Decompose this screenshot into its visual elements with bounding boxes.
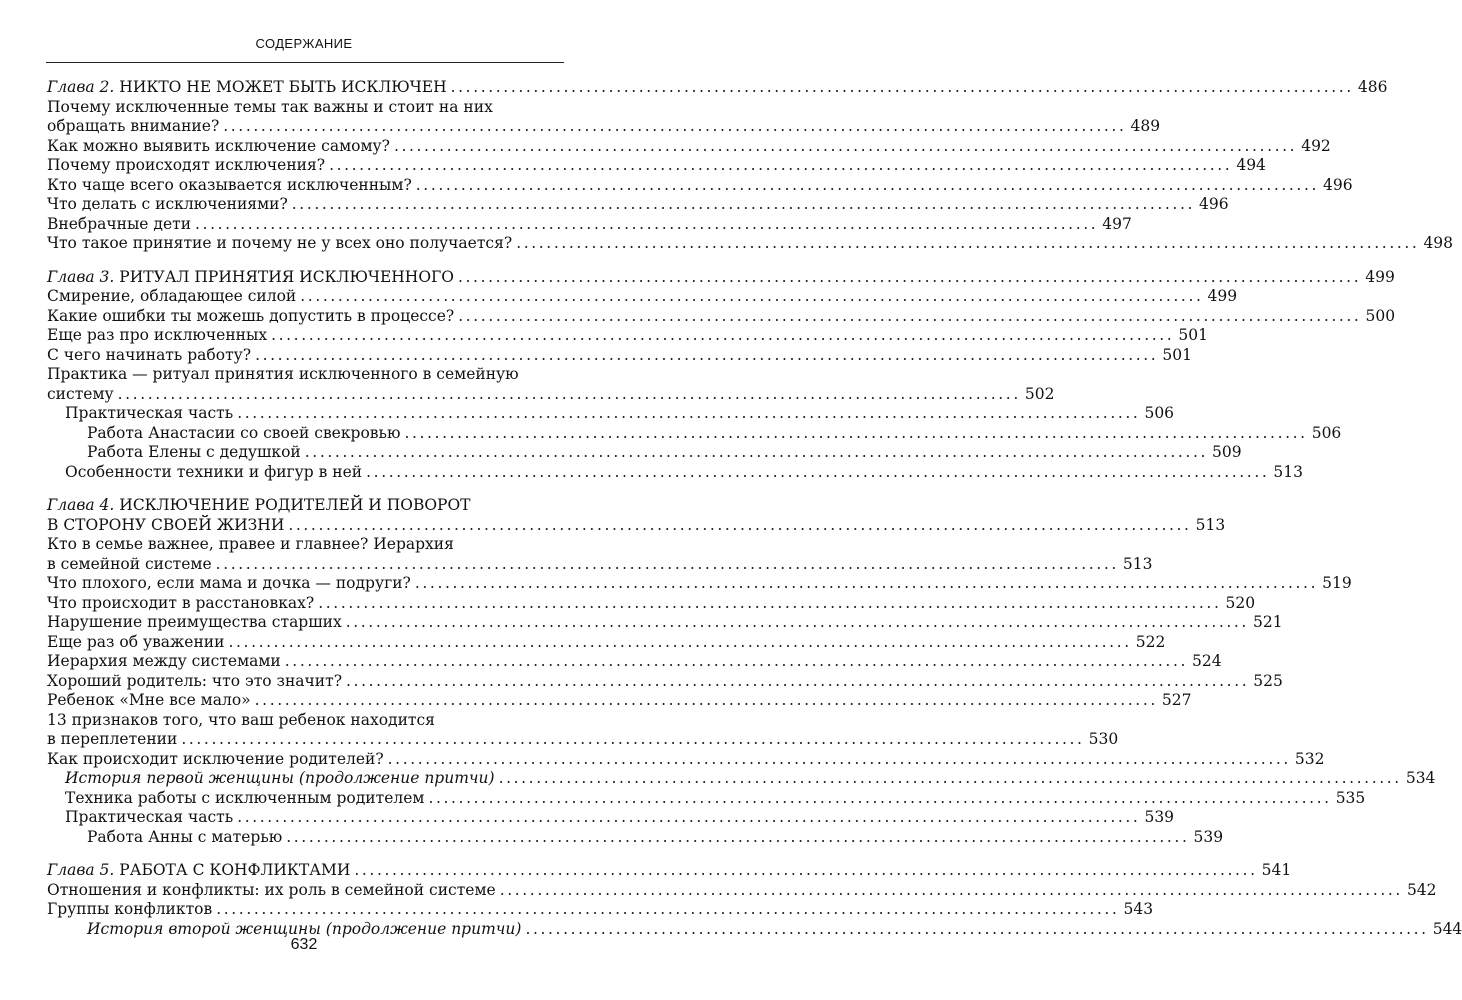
toc-page-number: 543 <box>1123 900 1154 918</box>
toc-entry-label <box>47 672 342 692</box>
toc-entry[interactable] <box>47 156 1266 176</box>
toc-entry[interactable] <box>47 554 1153 575</box>
toc-section <box>47 861 1462 939</box>
toc-entry[interactable] <box>47 711 565 731</box>
toc-page-number: 500 <box>1365 306 1396 325</box>
toc-entry[interactable] <box>47 234 1454 254</box>
dot-leader: ........................................................................................................................ <box>387 749 1291 768</box>
toc-entry[interactable] <box>47 691 1192 711</box>
toc-entry-label <box>47 78 447 98</box>
toc-entry-label <box>47 156 325 176</box>
toc-entry-title: НИКТО НЕ МОЖЕТ БЫТЬ ИСКЛЮЧЕН <box>119 78 447 96</box>
dot-leader: ........................................................................................................................ <box>300 287 1204 305</box>
header-rule <box>46 62 564 63</box>
toc-page-number: 501 <box>1162 345 1192 364</box>
toc-page-number: 532 <box>1294 749 1325 768</box>
toc-page-number: 506 <box>1144 404 1175 422</box>
toc-page-number: 520 <box>1225 593 1256 612</box>
toc-entry[interactable] <box>47 78 1388 98</box>
toc-page-number: 527 <box>1161 691 1192 709</box>
toc-entry-title: Почему происходят исключения? <box>47 156 326 174</box>
toc-page-number: 524 <box>1192 652 1222 670</box>
toc-entry[interactable] <box>47 749 1325 770</box>
toc-section <box>47 496 1436 847</box>
toc-entry-title: Что плохого, если мама и дочка — подруги? <box>47 574 411 592</box>
toc-entry-title: систему <box>47 384 114 403</box>
toc-entry[interactable] <box>47 827 1224 848</box>
toc-entry-label <box>47 215 191 235</box>
dot-leader: ........................................................................................................................ <box>366 462 1270 481</box>
toc-entry-title: Смирение, обладающее силой <box>47 287 297 305</box>
toc-entry-label <box>47 268 454 288</box>
toc-entry-title: 13 признаков того, что ваш ребенок находится <box>47 710 435 729</box>
toc-entry-title: в переплетении <box>47 730 178 748</box>
toc-entry-label <box>65 769 495 789</box>
toc-page-number: 534 <box>1405 769 1436 787</box>
toc-entry[interactable] <box>47 326 1208 346</box>
toc-entry-title: Почему исключенные темы так важны и стоит на них <box>47 97 493 116</box>
toc-page-number: 506 <box>1311 423 1342 442</box>
dot-leader: ........................................................................................................................ <box>181 730 1085 748</box>
toc-entry[interactable] <box>47 769 1436 789</box>
toc-entry-label <box>47 535 454 555</box>
dot-leader: ........................................................................................................................ <box>516 234 1420 252</box>
toc-entry[interactable] <box>47 287 1238 307</box>
toc-entry-label <box>47 652 281 672</box>
toc-entry-label <box>87 424 400 444</box>
toc-entry-title: Кто чаще всего оказывается исключенным? <box>47 175 412 194</box>
toc-entry[interactable] <box>47 267 1395 288</box>
toc-entry[interactable] <box>47 632 1166 653</box>
toc-entry-label <box>47 496 471 516</box>
toc-entry-title: Практика — ритуал принятия исключенного в семейную <box>47 365 519 383</box>
toc-entry-label <box>47 234 512 254</box>
toc-entry[interactable] <box>47 423 1342 444</box>
toc-page-number: 530 <box>1088 730 1119 748</box>
toc-entry-label <box>47 691 251 711</box>
toc-entry-title: РАБОТА С КОНФЛИКТАМИ <box>119 861 351 879</box>
dot-leader: ........................................................................................................................ <box>498 769 1402 787</box>
toc-page-number: 544 <box>1432 919 1462 938</box>
toc-entry-title: Еще раз про исключенных <box>47 326 268 344</box>
toc-entry-label <box>47 711 435 731</box>
toc-entry-label <box>47 516 284 536</box>
toc-page-number: 492 <box>1301 136 1331 155</box>
toc-entry-label <box>47 633 224 653</box>
toc-entry-title: Работа Анастасии со своей свекровью <box>87 423 401 442</box>
toc-entry-label <box>47 750 384 770</box>
dot-leader: ........................................................................................................................ <box>499 880 1403 899</box>
dot-leader: ........................................................................................................................ <box>291 195 1196 213</box>
toc-entry-label <box>47 326 267 346</box>
toc-page-number: 522 <box>1135 632 1166 651</box>
toc-entry-title: В СТОРОНУ СВОЕЙ ЖИЗНИ <box>47 515 285 534</box>
toc-entry-label <box>47 594 314 614</box>
table-of-contents <box>47 78 1462 953</box>
toc-entry[interactable] <box>47 900 1154 920</box>
dot-leader: ........................................................................................................................ <box>288 515 1192 534</box>
chapter-number: Глава 2. <box>47 78 115 96</box>
toc-entry[interactable] <box>47 462 1303 483</box>
toc-entry[interactable] <box>47 195 1229 215</box>
toc-entry-label <box>87 828 282 848</box>
toc-entry-label <box>47 365 519 385</box>
dot-leader: ........................................................................................................................ <box>284 652 1189 670</box>
toc-entry-title: История первой женщины (продолжение притчи) <box>65 769 495 787</box>
toc-entry[interactable] <box>47 652 1222 672</box>
toc-entry-title: Особенности техники и фигур в ней <box>65 462 363 481</box>
toc-page-number: 513 <box>1122 554 1153 573</box>
dot-leader: ........................................................................................................................ <box>458 267 1362 286</box>
dot-leader: ........................................................................................................................ <box>318 593 1222 612</box>
dot-leader: ........................................................................................................................ <box>254 691 1158 709</box>
toc-entry-label <box>47 287 296 307</box>
dot-leader: ........................................................................................................................ <box>329 156 1233 174</box>
toc-page-number: 513 <box>1195 515 1226 534</box>
toc-entry-label <box>47 574 411 594</box>
dot-leader: ........................................................................................................................ <box>195 214 1099 233</box>
toc-entry-title: Иерархия между системами <box>47 652 281 670</box>
dot-leader: ........................................................................................................................ <box>404 423 1308 442</box>
toc-entry-title: Как можно выявить исключение самому? <box>47 136 390 155</box>
dot-leader: ........................................................................................................................ <box>450 78 1354 96</box>
toc-entry[interactable] <box>47 136 1331 157</box>
toc-page-number: 541 <box>1261 861 1292 879</box>
toc-entry[interactable] <box>47 574 1352 594</box>
toc-entry[interactable] <box>47 880 1437 901</box>
chapter-number: Глава 3. <box>47 267 115 286</box>
toc-entry-title: Отношения и конфликты: их роль в семейной системе <box>47 880 496 899</box>
dot-leader: ........................................................................................................................ <box>237 808 1141 826</box>
toc-page-number: 486 <box>1357 78 1388 96</box>
toc-entry-label <box>47 137 390 157</box>
toc-entry-title: Что делать с исключениями? <box>47 195 288 213</box>
toc-page-number: 539 <box>1193 827 1224 846</box>
toc-page-number: 496 <box>1199 195 1229 213</box>
dot-leader: ........................................................................................................................ <box>346 671 1250 690</box>
toc-entry-label <box>47 555 212 575</box>
toc-entry[interactable] <box>47 175 1353 196</box>
dot-leader: ........................................................................................................................ <box>414 574 1319 592</box>
toc-entry[interactable] <box>47 515 1226 536</box>
toc-entry-title: Ребенок «Мне все мало» <box>47 691 251 709</box>
dot-leader: ........................................................................................................................ <box>286 827 1190 846</box>
toc-entry-title: Еще раз об уважении <box>47 632 225 651</box>
toc-entry-label <box>47 730 177 750</box>
dot-leader: ........................................................................................................................ <box>393 136 1298 155</box>
toc-entry-label <box>47 176 412 196</box>
toc-entry-label <box>47 98 493 118</box>
toc-entry[interactable] <box>47 593 1256 614</box>
dot-leader: ........................................................................................................................ <box>271 326 1175 344</box>
toc-page-number: 496 <box>1323 175 1353 194</box>
toc-entry-title: Что такое принятие и почему не у всех оно получается? <box>47 234 513 252</box>
toc-entry-title: обращать внимание? <box>47 117 220 135</box>
toc-page-number: 499 <box>1207 287 1238 305</box>
toc-page-number: 535 <box>1335 788 1366 807</box>
toc-page-number: 499 <box>1365 267 1395 286</box>
toc-page-number: 509 <box>1212 443 1242 461</box>
dot-leader: ........................................................................................................................ <box>415 175 1320 194</box>
toc-entry-title: Практическая часть <box>65 404 234 422</box>
toc-entry-title: РИТУАЛ ПРИНЯТИЯ ИСКЛЮЧЕННОГО <box>119 267 454 286</box>
dot-leader: ........................................................................................................................ <box>354 861 1258 879</box>
toc-entry[interactable] <box>47 98 565 118</box>
toc-entry[interactable] <box>47 365 565 385</box>
toc-entry-label <box>47 307 454 327</box>
toc-section <box>47 267 1396 483</box>
toc-entry-label <box>65 404 233 424</box>
toc-entry[interactable] <box>47 117 1161 137</box>
toc-entry-title: ИСКЛЮЧЕНИЕ РОДИТЕЛЕЙ И ПОВОРОТ <box>119 496 471 514</box>
toc-page-number: 519 <box>1322 574 1352 592</box>
dot-leader: ........................................................................................................................ <box>228 632 1132 651</box>
toc-entry-title: История второй женщины (продолжение притчи) <box>87 919 522 938</box>
dot-leader: ........................................................................................................................ <box>304 443 1209 461</box>
toc-page-number: 542 <box>1406 880 1437 899</box>
toc-entry-title: Техника работы с исключенным родителем <box>65 788 425 807</box>
toc-entry-label <box>47 346 251 366</box>
toc-entry-title: в семейной системе <box>47 554 212 573</box>
toc-page-number: 501 <box>1178 326 1208 344</box>
toc-entry-title: Внебрачные дети <box>47 214 192 233</box>
dot-leader: ........................................................................................................................ <box>428 788 1332 807</box>
toc-entry[interactable] <box>47 730 1119 750</box>
page-number: 632 <box>290 936 318 953</box>
chapter-number: Глава 5. <box>47 861 115 879</box>
toc-page-number: 494 <box>1236 156 1266 174</box>
toc-entry-label <box>47 385 114 405</box>
toc-entry-label <box>47 900 212 920</box>
toc-entry-title: Работа Елены с дедушкой <box>87 443 301 461</box>
chapter-number: Глава 4. <box>47 496 115 514</box>
toc-page-number: 497 <box>1102 214 1132 233</box>
dot-leader: ........................................................................................................................ <box>215 554 1119 573</box>
dot-leader: ........................................................................................................................ <box>237 404 1141 422</box>
toc-entry[interactable] <box>47 671 1283 692</box>
toc-entry-title: Кто в семье важнее, правее и главнее? Иерархия <box>47 535 454 553</box>
toc-section <box>47 78 1454 254</box>
toc-entry[interactable] <box>47 404 1175 424</box>
toc-entry[interactable] <box>47 788 1366 809</box>
toc-entry-label <box>47 195 288 215</box>
toc-entry[interactable] <box>47 214 1132 235</box>
toc-entry[interactable] <box>47 808 1175 828</box>
toc-entry-label <box>47 881 496 901</box>
toc-page-number: 489 <box>1130 117 1161 135</box>
toc-page-number: 525 <box>1253 671 1283 690</box>
dot-leader: ........................................................................................................................ <box>345 613 1249 631</box>
toc-entry-label <box>47 117 219 137</box>
toc-entry-title: Как происходит исключение родителей? <box>47 749 384 768</box>
toc-entry-title: Практическая часть <box>65 808 234 826</box>
toc-entry-label <box>47 861 350 881</box>
toc-entry[interactable] <box>47 496 565 516</box>
toc-entry[interactable] <box>47 861 1292 881</box>
dot-leader: ........................................................................................................................ <box>525 919 1429 938</box>
toc-entry-label <box>65 789 424 809</box>
toc-entry-label <box>65 808 233 828</box>
toc-entry[interactable] <box>47 443 1242 463</box>
dot-leader: ........................................................................................................................ <box>255 345 1159 364</box>
toc-page-number: 498 <box>1423 234 1454 252</box>
dot-leader: ........................................................................................................................ <box>458 306 1362 325</box>
toc-entry[interactable] <box>47 535 565 555</box>
dot-leader: ........................................................................................................................ <box>223 117 1127 135</box>
toc-entry-title: Группы конфликтов <box>47 900 213 918</box>
toc-entry-title: Нарушение преимущества старших <box>47 613 342 631</box>
toc-entry-title: С чего начинать работу? <box>47 345 252 364</box>
toc-page-number: 513 <box>1273 462 1303 481</box>
running-head: СОДЕРЖАНИЕ <box>255 36 353 51</box>
toc-entry-label <box>47 613 342 633</box>
toc-page-number: 521 <box>1252 613 1283 631</box>
toc-entry[interactable] <box>47 384 1055 405</box>
toc-entry[interactable] <box>47 345 1192 366</box>
toc-entry-title: Какие ошибки ты можешь допустить в процессе? <box>47 306 455 325</box>
toc-entry[interactable] <box>47 613 1283 633</box>
toc-entry-label <box>87 443 301 463</box>
dot-leader: ........................................................................................................................ <box>216 900 1120 918</box>
toc-entry-title: Хороший родитель: что это значит? <box>47 671 343 690</box>
toc-entry[interactable] <box>47 306 1396 327</box>
toc-entry-title: Работа Анны с матерью <box>87 827 283 846</box>
toc-entry-label <box>65 463 362 483</box>
toc-entry-title: Что происходит в расстановках? <box>47 593 315 612</box>
dot-leader: ........................................................................................................................ <box>117 384 1021 403</box>
toc-page-number: 539 <box>1144 808 1175 826</box>
toc-page-number: 502 <box>1024 384 1055 403</box>
